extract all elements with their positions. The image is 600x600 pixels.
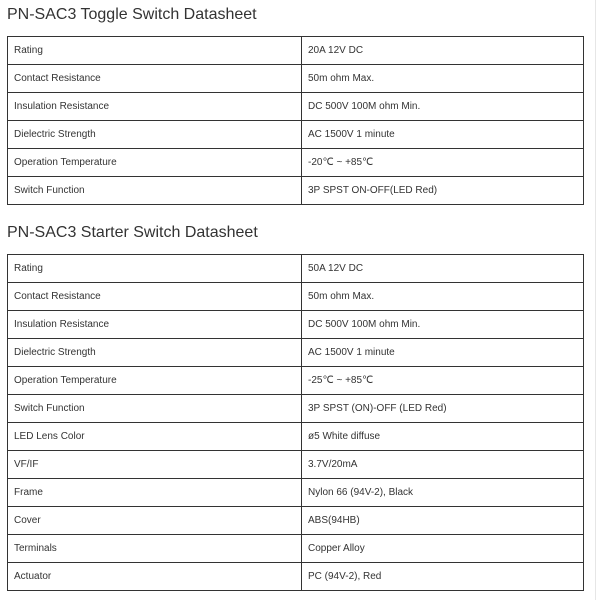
spec-value: AC 1500V 1 minute xyxy=(302,121,584,149)
spec-value: -25℃ ~ +85℃ xyxy=(302,367,584,395)
spec-label: Terminals xyxy=(8,535,302,563)
table-row xyxy=(8,37,584,65)
spec-value: DC 500V 100M ohm Min. xyxy=(302,311,584,339)
table-row xyxy=(8,177,584,205)
spec-label: Cover xyxy=(8,507,302,535)
spec-value: 20A 12V DC xyxy=(302,37,584,65)
spec-label: Operation Temperature xyxy=(8,367,302,395)
spec-label: Rating xyxy=(8,37,302,65)
spec-label: Dielectric Strength xyxy=(8,121,302,149)
spec-label: Switch Function xyxy=(8,177,302,205)
table-row xyxy=(8,479,584,507)
spec-value: 3P SPST ON-OFF(LED Red) xyxy=(302,177,584,205)
spec-value: 50A 12V DC xyxy=(302,255,584,283)
spec-label: Insulation Resistance xyxy=(8,311,302,339)
spec-label: Actuator xyxy=(8,563,302,591)
spec-value: -20℃ ~ +85℃ xyxy=(302,149,584,177)
table-row xyxy=(8,149,584,177)
spec-value: ø5 White diffuse xyxy=(302,423,584,451)
spec-value: PC (94V-2), Red xyxy=(302,563,584,591)
spec-value: 3.7V/20mA xyxy=(302,451,584,479)
spec-value: AC 1500V 1 minute xyxy=(302,339,584,367)
spec-value: ABS(94HB) xyxy=(302,507,584,535)
spec-value: 3P SPST (ON)-OFF (LED Red) xyxy=(302,395,584,423)
table-row xyxy=(8,507,584,535)
table-row xyxy=(8,339,584,367)
spec-label: Rating xyxy=(8,255,302,283)
page-edge-divider xyxy=(595,0,596,600)
table-row xyxy=(8,563,584,591)
spec-value: Nylon 66 (94V-2), Black xyxy=(302,479,584,507)
table-row xyxy=(8,423,584,451)
spec-label: Contact Resistance xyxy=(8,65,302,93)
spec-label: Frame xyxy=(8,479,302,507)
spec-value: 50m ohm Max. xyxy=(302,283,584,311)
spec-value: DC 500V 100M ohm Min. xyxy=(302,93,584,121)
table-row xyxy=(8,65,584,93)
spec-label: Operation Temperature xyxy=(8,149,302,177)
table-row xyxy=(8,535,584,563)
table-row xyxy=(8,121,584,149)
table-row xyxy=(8,311,584,339)
toggle-switch-datasheet-title: PN-SAC3 Toggle Switch Datasheet xyxy=(7,6,257,23)
table-row xyxy=(8,255,584,283)
spec-label: Dielectric Strength xyxy=(8,339,302,367)
toggle-switch-datasheet-table xyxy=(7,36,584,205)
spec-label: Insulation Resistance xyxy=(8,93,302,121)
starter-switch-datasheet-title: PN-SAC3 Starter Switch Datasheet xyxy=(7,224,258,241)
spec-value: 50m ohm Max. xyxy=(302,65,584,93)
spec-label: Switch Function xyxy=(8,395,302,423)
spec-label: Contact Resistance xyxy=(8,283,302,311)
starter-switch-datasheet-table xyxy=(7,254,584,591)
table-row xyxy=(8,367,584,395)
spec-value: Copper Alloy xyxy=(302,535,584,563)
table-row xyxy=(8,93,584,121)
table-row xyxy=(8,283,584,311)
table-row xyxy=(8,395,584,423)
table-row xyxy=(8,451,584,479)
spec-label: LED Lens Color xyxy=(8,423,302,451)
spec-label: VF/IF xyxy=(8,451,302,479)
